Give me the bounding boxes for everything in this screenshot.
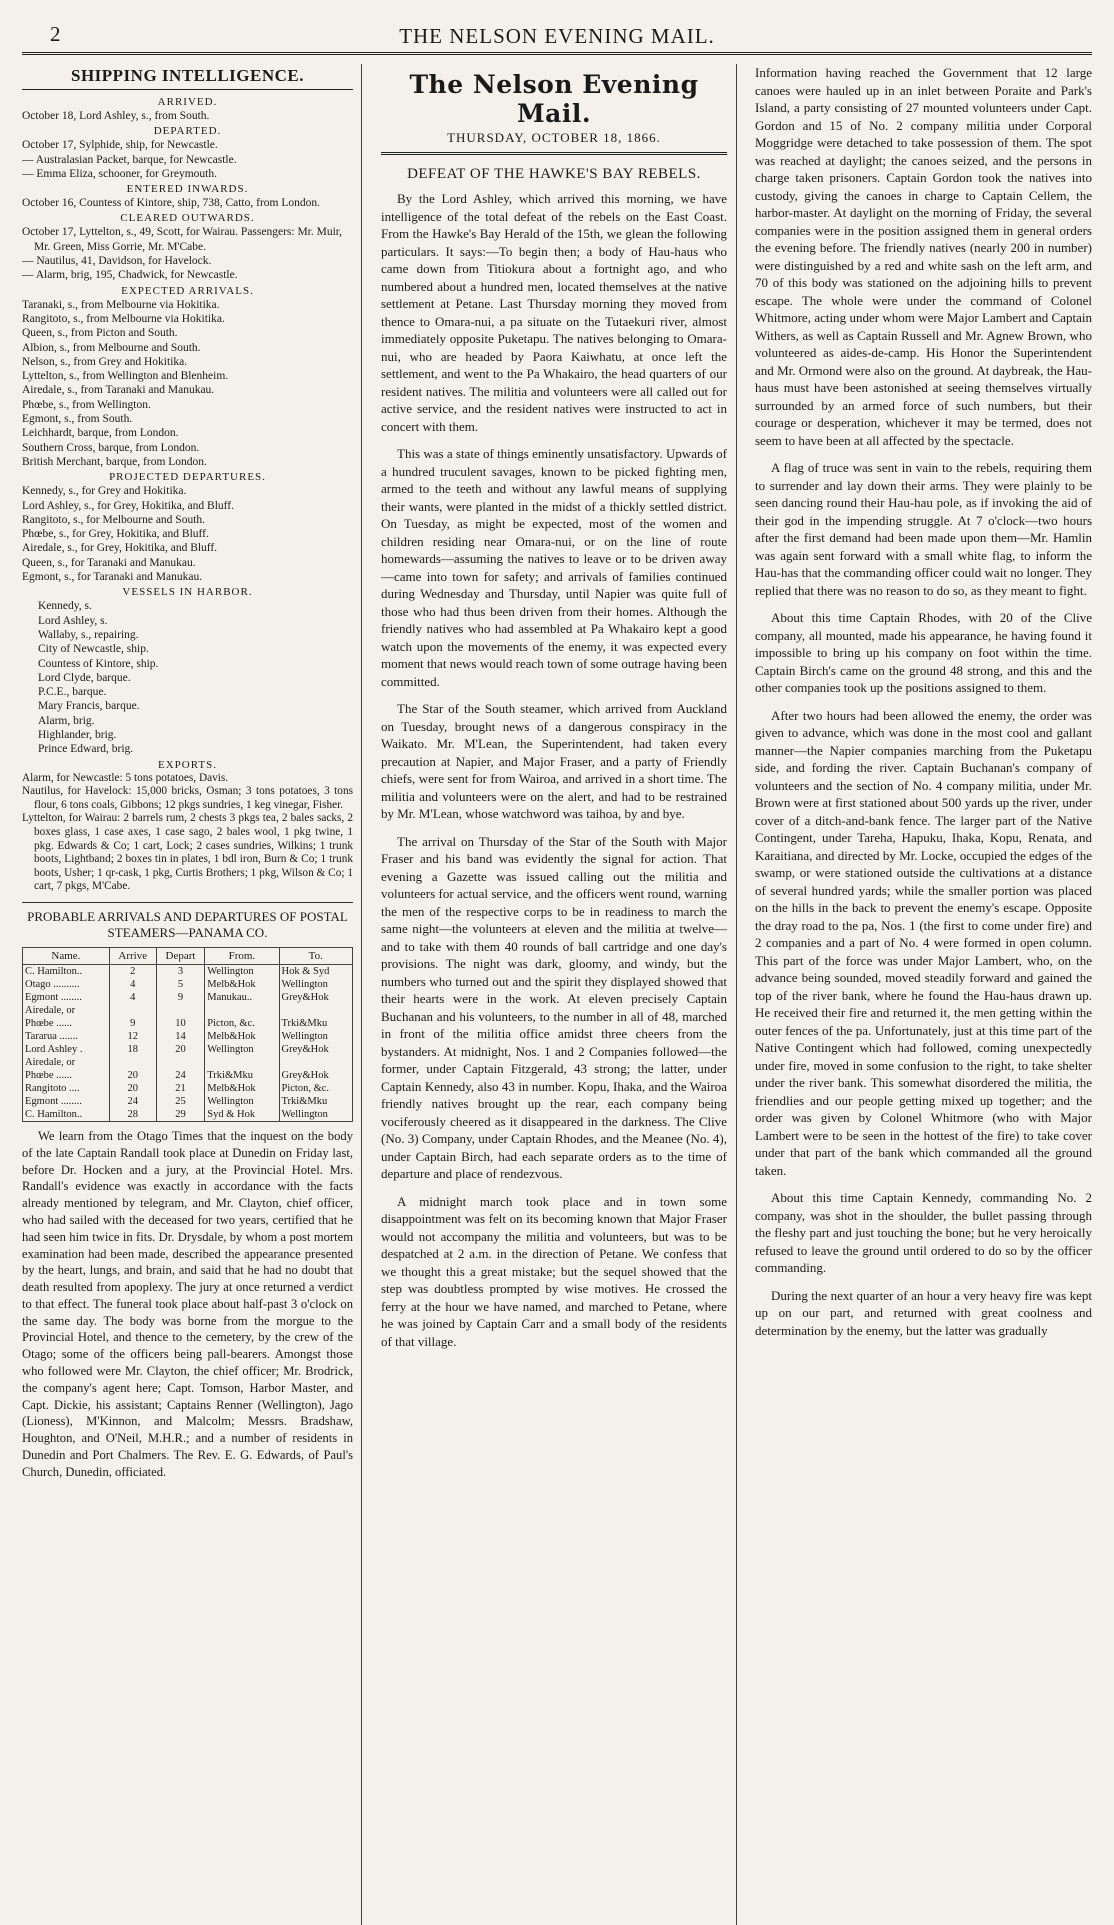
shipping-entry: Lord Ashley, s., for Grey, Hokitika, and Bluff. — [22, 499, 234, 512]
article-paragraph: A midnight march took place and in town some disappointment was felt on its becoming known that Major Fraser would not accompany the militia and volunteers, but was to be despatched at 2 a.m. in the direction of Petane. We confess that we thought this a great mistake; but the sequel showed that the step was doubtless prompted by wise motives. He crossed the ferry at the hour we have named, and marched to Petane, where he was joined by Captain Carr and a small body of the residents of that village. — [381, 1193, 727, 1349]
article-paragraph: By the Lord Ashley, which arrived this morning, we have intelligence of the total defeat of the rebels on the East Coast. From the Hawke's Bay Herald of the 15th, we glean the following particulars. It says:—To begin then; a body of Hau-haus who came down from Titiokura about a fortnight ago, and who numbered about a hundred men, located themselves at the native settlement at Petane. Last Thursday morning they moved from thence to Omara-nui, a pa situate on the Tutaekuri river, almost immediately opposite Puketapu. The natives belonging to Omara-nui, who are headed by Paora Kaiwhatu, at once left the settlement, and went to the Pa Whakairo, the head quarters of our resident natives. The militia and volunteers were all called out for active service, and the resident natives were instructed to act in concert with them. — [381, 191, 727, 434]
shipping-entry: Airedale, s., for Grey, Hokitika, and Bluff. — [22, 542, 218, 555]
shipping-entry: City of Newcastle, ship. — [38, 643, 149, 656]
table-cell: Wellington — [205, 964, 279, 978]
table-cell: 21 — [156, 1082, 205, 1095]
page-number: 2 — [50, 22, 61, 46]
table-cell: 2 — [109, 964, 156, 978]
table-cell: 24 — [156, 1069, 205, 1082]
table-cell: Lord Ashley . — [23, 1043, 110, 1056]
shipping-entry: Nelson, s., from Grey and Hokitika. — [22, 355, 188, 368]
table-cell — [279, 1004, 352, 1017]
postal-column-header: To. — [279, 947, 352, 964]
table-cell: Wellington — [279, 1108, 352, 1122]
column-shipping — [22, 64, 362, 1925]
table-cell: 4 — [109, 978, 156, 991]
divider — [381, 152, 727, 155]
exports-heading: EXPORTS. — [158, 758, 217, 771]
shipping-entry: Countess of Kintore, ship. — [38, 657, 159, 670]
shipping-entry: October 17, Sylphide, ship, for Newcastle. — [22, 139, 218, 152]
table-cell: Trki&Mku — [279, 1095, 352, 1108]
table-cell: 24 — [109, 1095, 156, 1108]
article-paragraph: The Star of the South steamer, which arrived from Auckland on Tuesday, brought news of a dangerous conspiracy in the Waikato. Mr. M'Lean, the Superintendent, had taken every precaution at Napier, and Major Fraser, and a party of Friendly chiefs, were sent for from Wairoa, and arrived in a short time. The militia and volunteers were on the alert, and had to be restrained by Mr. M'Lean, whose watchword was taihoa, by and bye. — [381, 701, 727, 821]
shipping-entry: British Merchant, barque, from London. — [22, 455, 207, 468]
postal-column-header: Arrive — [109, 947, 156, 964]
table-cell: Melb&Hok — [205, 978, 279, 991]
table-cell: Trki&Mku — [279, 1017, 352, 1030]
table-cell: 14 — [156, 1030, 205, 1043]
shipping-subheading: DEPARTED. — [153, 125, 222, 138]
shipping-entry: P.C.E., barque. — [38, 686, 107, 699]
table-cell: Wellington — [279, 978, 352, 991]
article-headline: DEFEAT OF THE HAWKE'S BAY REBELS. — [407, 166, 701, 182]
shipping-entry: October 17, Lyttelton, s., 49, Scott, for Wairau. Passengers: Mr. Muir, Mr. Green, Miss Gorrie, Mr. M'Cabe. — [22, 226, 343, 253]
table-row — [23, 1056, 353, 1069]
column-editorial — [372, 64, 737, 1925]
shipping-entry: Leichhardt, barque, from London. — [22, 427, 179, 440]
shipping-entry: Highlander, brig. — [38, 728, 117, 741]
table-row — [23, 991, 353, 1004]
table-cell: 3 — [156, 964, 205, 978]
table-row — [23, 978, 353, 991]
table-cell: 9 — [156, 991, 205, 1004]
shipping-subheading: VESSELS IN HARBOR. — [122, 586, 253, 599]
shipping-entry: Taranaki, s., from Melbourne via Hokitika. — [22, 298, 220, 311]
shipping-entry: Egmont, s., for Taranaki and Manukau. — [22, 571, 203, 584]
shipping-list — [22, 599, 353, 756]
columns — [22, 64, 1092, 1925]
table-cell: Egmont ........ — [23, 991, 110, 1004]
article-paragraph: This was a state of things eminently unsatisfactory. Upwards of a hundred truculent savages, known to be picked fighting men, armed to the teeth and without any lawful means of supplying their wants, were planted in the midst of a thickly settled district. On Tuesday, as might be expected, most of the women and children residing near Omara-nui, or on the line of route homewards—assuming the natives to leave or to be driven away—came into town for safety; and arrivals of families continued during Wednesday and Thursday, until Napier was quite full of those who had thus been driven from their homes. Although the friendly natives who had assembled at Pa Whakairo kept a good watch upon the movements of the enemy, it was expected every moment that news would reach town of some outrage having been committed. — [381, 446, 727, 689]
postal-body — [23, 964, 353, 1121]
table-row — [23, 1004, 353, 1017]
shipping-entry: Mary Francis, barque. — [38, 700, 140, 713]
nameplate: The Nelson Evening Mail. — [409, 70, 699, 128]
shipping-list — [22, 225, 353, 282]
postal-heading: PROBABLE ARRIVALS AND DEPARTURES OF POSTAL STEAMERS—PANAMA CO. — [27, 908, 348, 940]
table-cell: Picton, &c. — [279, 1082, 352, 1095]
table-cell: 20 — [156, 1043, 205, 1056]
postal-column-header: Depart — [156, 947, 205, 964]
shipping-entry: Queen, s., from Picton and South. — [22, 327, 178, 340]
export-entry: Nautilus, for Havelock: 15,000 bricks, Osman; 3 tons potatoes, 3 tons flour, 6 tons coals, Gibbons; 12 pkgs sundries, 1 keg vinegar, Fisher. — [22, 785, 353, 811]
shipping-subheading: ENTERED INWARDS. — [126, 183, 249, 196]
table-cell: Trki&Mku — [205, 1069, 279, 1082]
article-paragraph: About this time Captain Rhodes, with 20 of the Clive company, all mounted, made his appearance, he having found it impossible to bring up his company on foot within the time. Captain Birch's came on the ground 48 strong, and this and the other companies took up the positions assigned to them. — [755, 610, 1092, 695]
shipping-entry: Phœbe, s., from Wellington. — [22, 398, 151, 411]
table-cell: 9 — [109, 1017, 156, 1030]
dateline: THURSDAY, OCTOBER 18, 1866. — [447, 130, 661, 145]
postal-column-header: From. — [205, 947, 279, 964]
table-cell: Syd & Hok — [205, 1108, 279, 1122]
table-cell: Otago .......... — [23, 978, 110, 991]
table-cell — [156, 1004, 205, 1017]
table-cell — [109, 1056, 156, 1069]
table-cell — [205, 1004, 279, 1017]
table-cell: 18 — [109, 1043, 156, 1056]
table-cell — [279, 1056, 352, 1069]
shipping-entry: Lord Clyde, barque. — [38, 671, 131, 684]
shipping-entry: Prince Edward, brig. — [38, 743, 134, 756]
table-cell: 5 — [156, 978, 205, 991]
table-cell: Tararua ....... — [23, 1030, 110, 1043]
shipping-entry: Phœbe, s., for Grey, Hokitika, and Bluff. — [22, 528, 209, 541]
table-cell: 4 — [109, 991, 156, 1004]
export-entry: Lyttelton, for Wairau: 2 barrels rum, 2 chests 3 pkgs tea, 2 bales sacks, 2 boxes glass, 1 case axes, 1 case sago, 2 bales wool, 1 pkg twine, 1 pkg. Edwards & Co; 1 cart, Lock; 2 cases sundries, Wilkins; 1 trunk boots, Lightband; 2 boxes tin in plates, 1 bdl iron, Burn & Co; 1 trunk boots, Usher; 1 qr-cask, 1 pkg, Curtis Brothers; 1 pkg, Wilson & Co; 1 cart, 7 pkgs, M'Cabe. — [22, 812, 353, 893]
postal-header-row — [23, 947, 353, 964]
table-cell: 20 — [109, 1082, 156, 1095]
shipping-heading: SHIPPING INTELLIGENCE. — [22, 64, 353, 90]
shipping-subheading: ARRIVED. — [157, 96, 218, 108]
table-row — [23, 1017, 353, 1030]
table-row — [23, 1043, 353, 1056]
table-cell: 29 — [156, 1108, 205, 1122]
shipping-entry: Airedale, s., from Taranaki and Manukau. — [22, 384, 215, 397]
shipping-list — [22, 138, 353, 181]
table-cell — [156, 1056, 205, 1069]
table-cell: Grey&Hok — [279, 991, 352, 1004]
table-cell: Wellington — [205, 1095, 279, 1108]
shipping-entry: Lord Ashley, s. — [38, 614, 108, 627]
divider — [22, 902, 353, 903]
table-row — [23, 1108, 353, 1122]
shipping-subheading: CLEARED OUTWARDS. — [120, 212, 255, 225]
table-cell: Phœbe ...... — [23, 1017, 110, 1030]
article-paragraph: During the next quarter of an hour a very heavy fire was kept up on our part, and returned with great coolness and determination by the enemy, but the latter was gradually — [755, 1287, 1092, 1338]
article-paragraph: About this time Captain Kennedy, commanding No. 2 company, was shot in the shoulder, the bullet passing through the fleshy part and just touching the bone; but he very heroically refused to leave the ground until ordered to do so by the officer commanding. — [755, 1190, 1092, 1275]
shipping-entry: Alarm, brig. — [38, 714, 95, 727]
postal-table — [22, 947, 353, 1122]
table-cell: Grey&Hok — [279, 1043, 352, 1056]
article-body — [381, 190, 727, 1350]
shipping-sections — [22, 96, 353, 757]
table-cell: 10 — [156, 1017, 205, 1030]
table-cell — [109, 1004, 156, 1017]
table-cell: Grey&Hok — [279, 1069, 352, 1082]
shipping-entry: Rangitoto, s., from Melbourne via Hokitika. — [22, 312, 225, 325]
exports-list — [22, 772, 353, 894]
shipping-entry: Wallaby, s., repairing. — [38, 628, 139, 641]
shipping-list — [22, 196, 353, 210]
shipping-entry: Albion, s., from Melbourne and South. — [22, 341, 201, 354]
table-cell: Phœbe ...... — [23, 1069, 110, 1082]
table-row — [23, 1030, 353, 1043]
shipping-entry: Rangitoto, s., for Melbourne and South. — [22, 513, 206, 526]
shipping-entry: — Nautilus, 41, Davidson, for Havelock. — [22, 255, 212, 268]
export-entry: Alarm, for Newcastle: 5 tons potatoes, Davis. — [22, 771, 229, 784]
table-row — [23, 1069, 353, 1082]
table-cell: 25 — [156, 1095, 205, 1108]
shipping-entry: Kennedy, s. — [38, 600, 92, 613]
table-cell: Melb&Hok — [205, 1030, 279, 1043]
table-cell: Airedale, or — [23, 1056, 110, 1069]
table-cell — [205, 1056, 279, 1069]
article-paragraph: A flag of truce was sent in vain to the rebels, requiring them to surrender and lay down their arms. They were plainly to be seen dancing round their Hau-hau pole, as if invoking the aid of their god in the impending struggle. At 7 o'clock—two hours after the first demand had been made upon them—Mr. Hamlin was again sent forward with a small white flag, to inform the Hau-has that the commanding officer could wait no longer. They replied that there was no reason to do so, as they meant to fight. — [755, 460, 1092, 598]
shipping-entry: October 18, Lord Ashley, s., from South. — [22, 110, 210, 122]
table-cell: Wellington — [205, 1043, 279, 1056]
shipping-entry: Lyttelton, s., from Wellington and Blenheim. — [22, 370, 229, 383]
table-cell: C. Hamilton.. — [23, 1108, 110, 1122]
table-cell: Picton, &c. — [205, 1017, 279, 1030]
table-cell: Melb&Hok — [205, 1082, 279, 1095]
shipping-entry: Kennedy, s., for Grey and Hokitika. — [22, 485, 187, 498]
table-cell: Hok & Syd — [279, 964, 352, 978]
shipping-entry: Queen, s., for Taranaki and Manukau. — [22, 556, 196, 569]
table-cell: Wellington — [279, 1030, 352, 1043]
shipping-entry: Egmont, s., from South. — [22, 413, 133, 426]
shipping-subheading: EXPECTED ARRIVALS. — [121, 284, 254, 297]
table-cell: Manukau.. — [205, 991, 279, 1004]
table-row — [23, 964, 353, 978]
table-cell: Egmont ........ — [23, 1095, 110, 1108]
table-row — [23, 1082, 353, 1095]
masthead — [22, 22, 1092, 55]
shipping-list — [22, 484, 353, 584]
table-row — [23, 1095, 353, 1108]
column-continuation — [747, 64, 1092, 1925]
article-paragraph: Information having reached the Government that 12 large canoes were hauled up in an inlet between Poraite and Park's Island, a party consisting of 27 mounted volunteers under Capt. Gordon and 15 of No. 2 company militia under Corporal Moggridge were detached to take possession of them. The spot was reached at daylight; the canoes seized, and the persons in charge taken prisoners. Captain Gordon took the natives into custody, giving the canoes in charge to Captain Cellem, the harbor-master. At daylight on the morning of Friday, the several companies were in the position assigned them in general orders the evening before. The friendly natives (nearly 200 in number) were distinguished by a red and white sash on the left arm, and 70 of this body was stationed on the adjoining hills to prevent escape. The whole were under the command of Colonel Whitmore, acting under whom were Major Lambert and Captain Withers, as well as Captain Russell and Mr. Agnew Brown, who volunteered as aides-de-camp. His Honor the Superintendent and Mr. Ormond were also on the ground. At daybreak, the Hau-haus must have been astonished at seeing themselves virtually surrounded by an armed force of such numbers, but their courage or desperation, whichever it may be termed, does not seem to have been at all affected by the spectacle. — [755, 65, 1092, 448]
shipping-entry: October 16, Countess of Kintore, ship, 738, Catto, from London. — [22, 197, 321, 210]
table-cell: C. Hamilton.. — [23, 964, 110, 978]
shipping-list — [22, 298, 353, 470]
article-paragraph: The arrival on Thursday of the Star of the South with Major Fraser and his band was evidently the signal for action. That evening a Gazette was issued calling out the militia and volunteers for actual service, and the officers went round, warning the men of the respective corps to be in readiness to march the same night—the volunteers at eleven and the militia at twelve—and to take with them 40 rounds of ball cartridge and one day's provisions. The night was dark, gloomy, and windy, but the numbers who turned out and the spirit they displayed showed that their hearts were in the work. At eleven precisely Captain Buchanan and his volunteers, to the number in all of 48, marched in front of the militia office amidst three cheers from the bystanders. At midnight, Nos. 1 and 2 Companies followed—the former, under Captain Fitzgerald, 43 strong; the latter, under Captain Kennedy, also 43 in number. Kopu, Ihaka, and the Wairoa friendly natives brought up the rear, each company being vociferously cheered as it disappeared in the darkness. The Clive (No. 3) Company, under Captain Rhodes, and the Meanee (No. 4), under Captain Birch, had each separate orders as to the time of departure and place of rendezvous. — [381, 833, 727, 1181]
article-continuation — [755, 64, 1092, 1339]
newspaper-title: THE NELSON EVENING MAIL. — [399, 24, 715, 48]
otago-article: We learn from the Otago Times that the inquest on the body of the late Captain Randall took place at Dunedin on Friday last, before Dr. Hocken and a jury, at the Provincial Hotel. Mrs. Randall's evidence was exactly in accordance with the facts already mentioned by telegram, and Mr. Clayton, chief officer, who had sailed with the deceased for two years, certified that he had seen him twice in fits. Dr. Drysdale, by whom a post mortem examination had been made, described the appearance presented by the heart, lungs, and brain, and said that he had no doubt that death resulted from apoplexy. The jury at once returned a verdict to that effect. The funeral took place about half-past 3 o'clock on the same day. The body was borne from the morgue to the Provincial Hotel, and thence to the cemetery, by the crew of the Otago; some of the officers being pall-bearers. Amongst those who followed were Mr. Clayton, the chief officer; Mr. Brodrick, the company's agent here; Capt. Tomson, Harbor Master, and Capt. Dickie, his assistant; Captains Renner (Wellington), Jago (Lioness), M'Kinnon, and Malcolm; Messrs. Bradshaw, Houghton, and O'Neil, M.H.R.; and a number of residents in Dunedin and Port Chalmers. The Rev. E. G. Edwards, of Paul's Church, Dunedin, officiated. — [22, 1128, 353, 1479]
shipping-entry: — Emma Eliza, schooner, for Greymouth. — [22, 167, 217, 180]
shipping-entry: Southern Cross, barque, from London. — [22, 441, 200, 454]
postal-column-header: Name. — [23, 947, 110, 964]
table-cell: Rangitoto .... — [23, 1082, 110, 1095]
shipping-entry: — Australasian Packet, barque, for Newcastle. — [22, 153, 237, 166]
shipping-list — [22, 109, 353, 123]
table-cell: 28 — [109, 1108, 156, 1122]
shipping-entry: — Alarm, brig, 195, Chadwick, for Newcastle. — [22, 269, 238, 282]
article-paragraph: After two hours had been allowed the enemy, the order was given to advance, which was done in the most cool and gallant manner—the Napier companies marching from the Puketapu side, and fording the river. Captain Buchanan's company of volunteers and the section of No. 4 company militia, under Mr. Brown were at first stationed about 500 yards up the river, under cover of a ditch-and-bank fence. The larger part of the Native Contingent, under Tareha, Hapuku, Ihaka, Kopu, Renata, and Karaitiana, and directed by Mr. Locke, occupied the edges of the swamp, or were stationed outside the cultivations at a distance of several hundred yards; while the smaller portion was placed on the hills in the back to prevent the enemy's escape. Opposite the dray road to the pa, Nos. 1 (the first to come under fire) and 2 companies and a part of No. 4 were formed in open column. This part of the force was under Major Lambert, who, on the advance being sounded, moved steadily forward and gained the top of the river bank, where he found the Hau-haus drawn up. He received their fire and returned it, the men getting within the outer fences of the pa. Unfortunately, just at this time part of the Native Contingent which had followed, coming unexpectedly under fire, moved in some confusion to the right, to take shelter under the river bank. This somewhat disordered the militia, the friendlies and our people getting mixed up together; and the order was given by Colonel Whitmore (who with Major Lambert were to be seen in the hottest of the fire) to take cover under that part of the bank which commanded all the ground taken. — [755, 707, 1092, 1178]
table-cell: Airedale, or — [23, 1004, 110, 1017]
table-cell: 20 — [109, 1069, 156, 1082]
shipping-subheading: PROJECTED DEPARTURES. — [109, 471, 266, 484]
table-cell: 12 — [109, 1030, 156, 1043]
